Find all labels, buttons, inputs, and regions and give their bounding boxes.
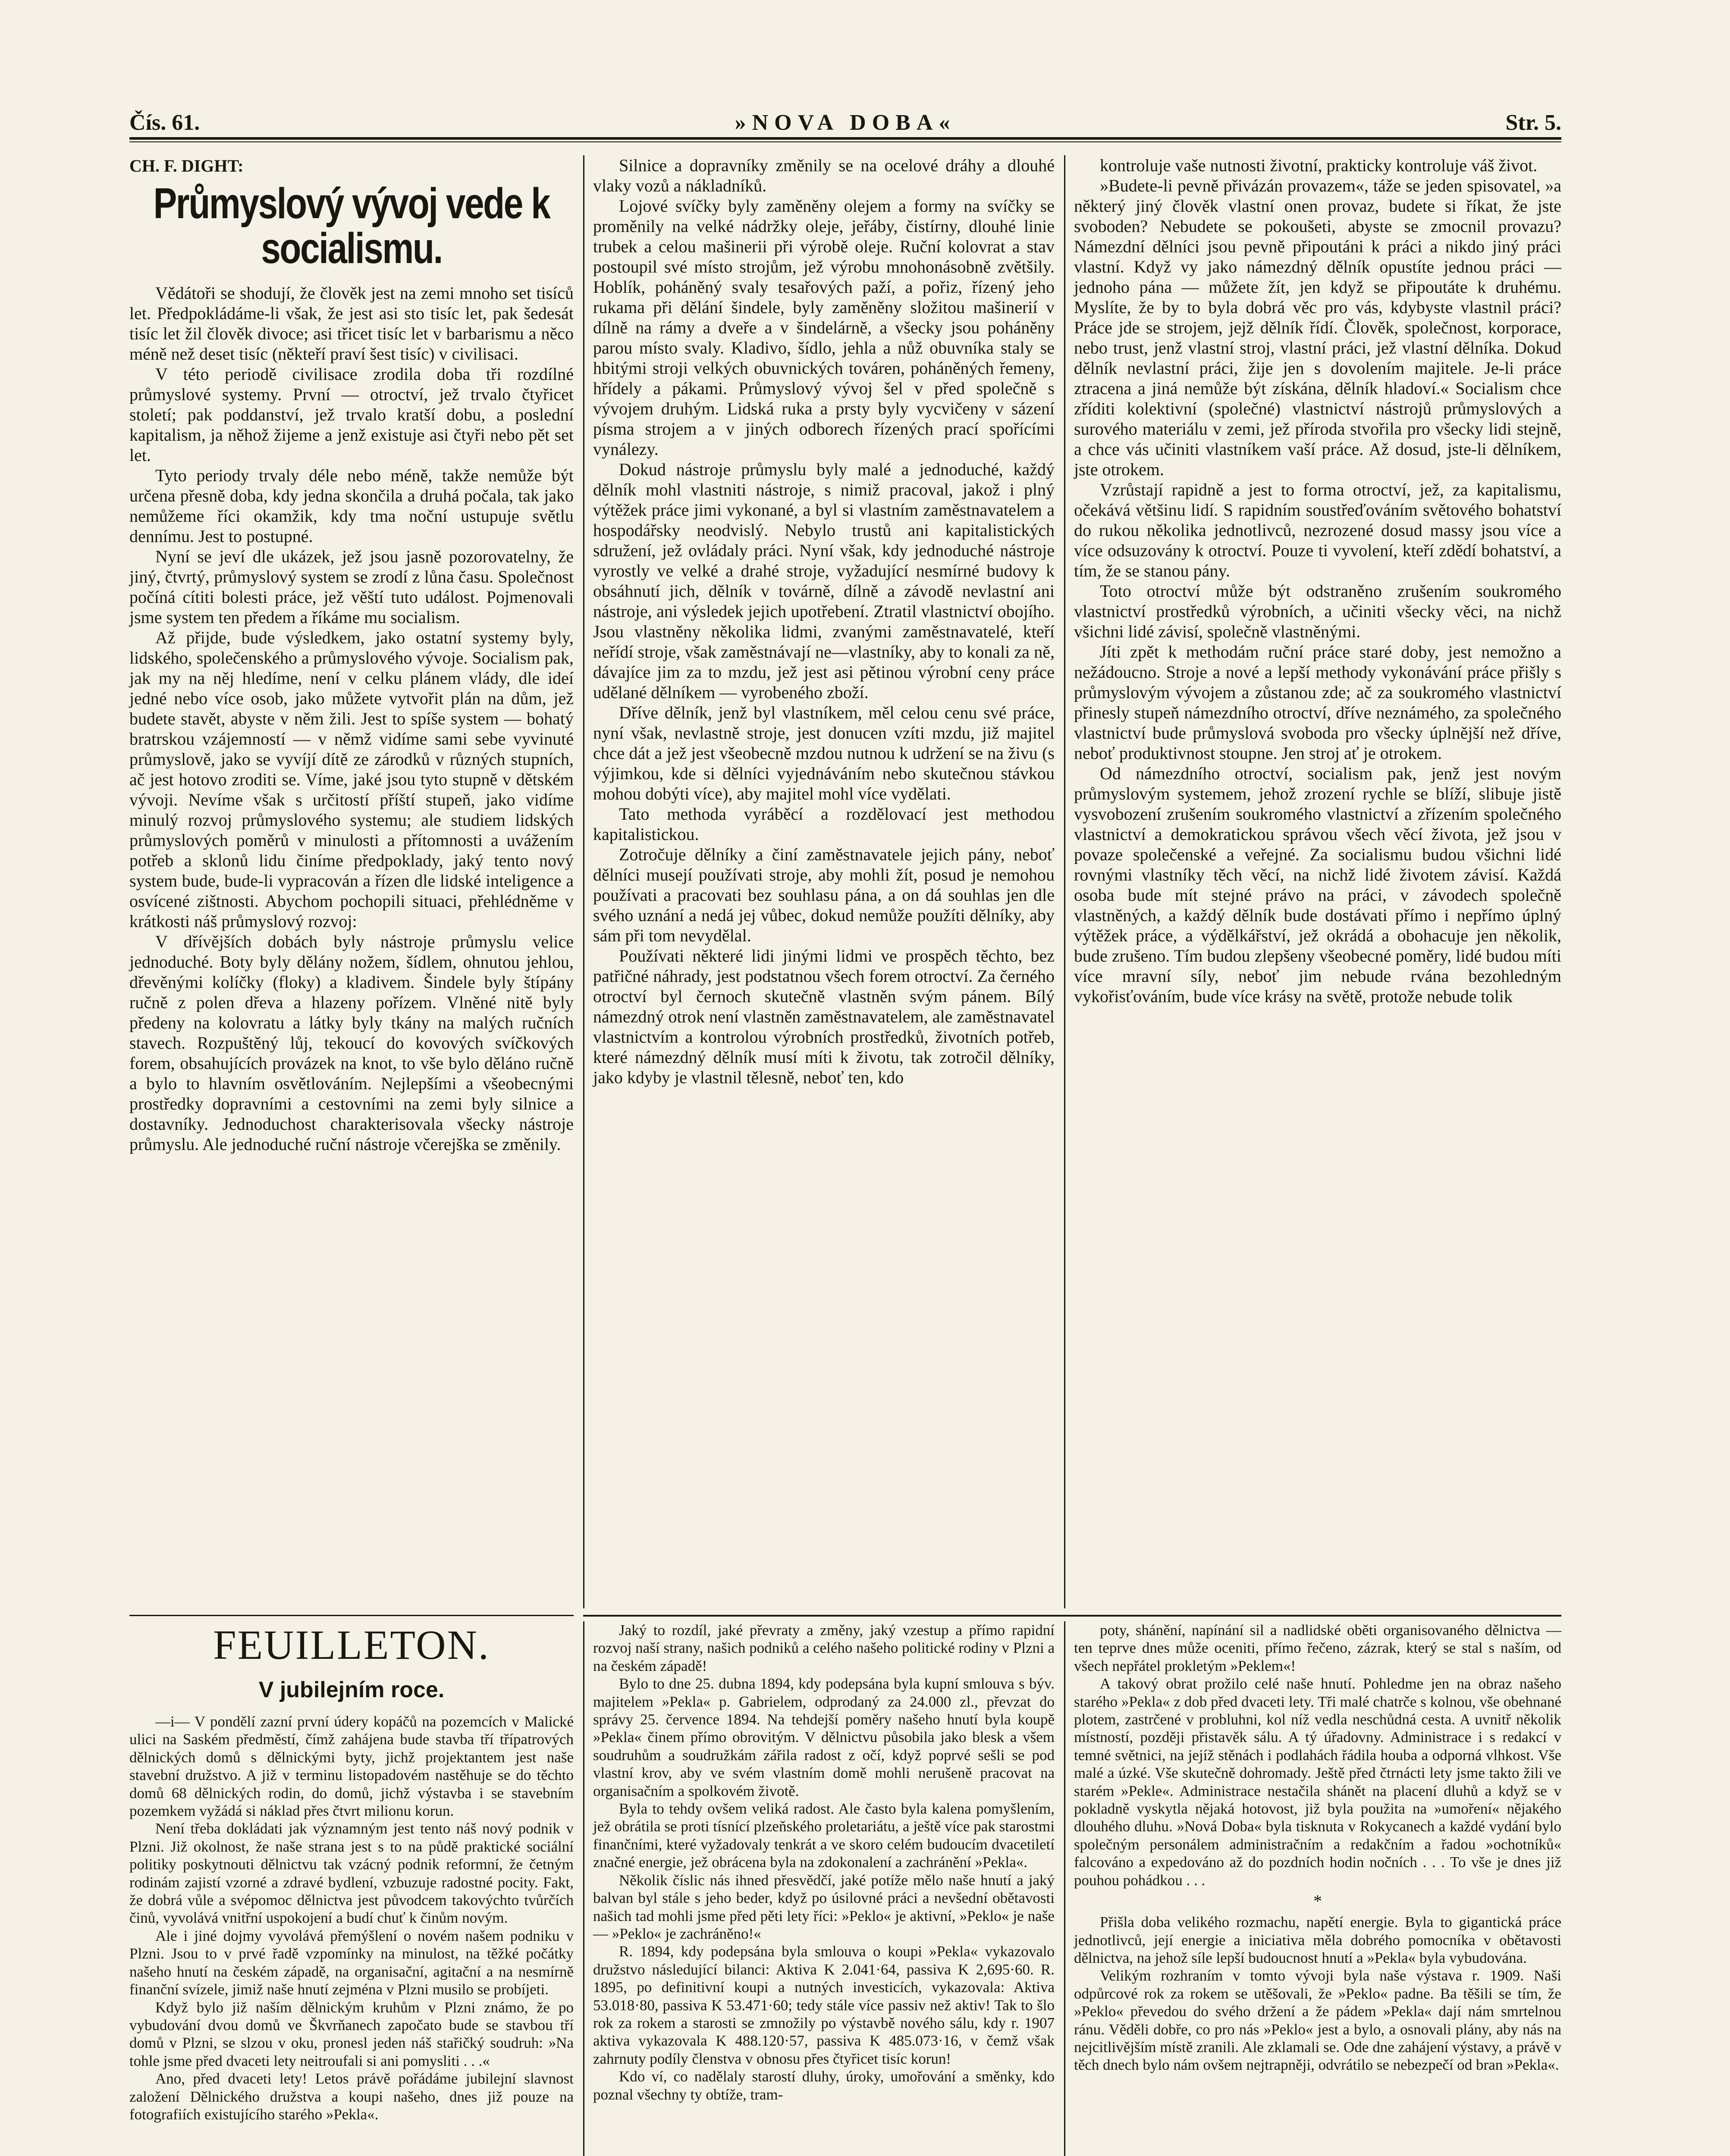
paragraph: V dřívějších dobách byly nástroje průmyslu velice jednoduché. Boty byly dělány nožem, šídlem, ohnutou jehlou, dřevěnými kolíčky (floky) a kladivem. Šindele byly štípány ručně z polen dřeva a hlazeny pořízem. Vlněné nitě byly předeny na kolovratu a látky byly tkány na malých ručních stavech. Rozpuštěný lůj, tekoucí do kovových svíčkových forem, obsahujících provázek na knot, to vše bylo děláno ručně a bylo to hlavním osvětlováním. Nejlepšími a všeobecnými prostředky dopravními a cestovními na zemi byly silnice a dostavníky. Jednoduchost charakterisovala všecky nástroje průmyslu. Ale jednoduché ruční nástroje včerejška se změnily.	[129, 932, 574, 1154]
section-divider	[129, 1615, 574, 1616]
paragraph: Od námezdního otroctví, socialism pak, jenž jest novým průmyslovým systemem, jehož zrození rychle se blíží, slibuje jistě vysvobození zrušením soukromého vlastnictví a zřízením společného vlastnictví a demokratickou správou všech věcí života, jež jsou v povaze společenské a veřejné. Za socialismu budou všichni lidé rovnými vlastníky těch věcí, na nichž lidé životem závisí. Každá osoba bude mít stejné právo na práci, v závodech společně vlastněných, a každý dělník bude dostávati přímo i nepřímo úplný výtěžek práce, a výdělkářství, jež okrádá a obohacuje jen několik, bude zrušeno. Tím budou zlepšeny všeobecné poměry, lidé budou míti více mravní síly, neboť jim nebude rvána bezohledným vykořisťováním, bude více krásy na světě, protože nebude tolik	[1074, 764, 1561, 1006]
paragraph: Až přijde, bude výsledkem, jako ostatní systemy byly, lidského, společenského a průmyslového vývoje. Socialism pak, jak my na něj hledíme, není v celku plánem vlády, dle ideí jedné nebo více osob, jako můžete vytvořit plán na dům, jež budete stavět, abyste v něm žili. Jest to spíše system — bohatý bratrskou vzájemností — v němž vidíme sami sebe vyvinuté průmyslově, jako se vyvíjí dítě ze zárodků v různých stupních, ač jest hotovo zroditi se. Víme, jaké jsou tyto stupně v dětském vývoji. Nevíme však s určitostí příští stupeň, jako vidíme minulý rozvoj průmyslového systemu; ale studiem lidských průmyslových poměrů v minulosti a přítomnosti a uvážením potřeb a sklonů lidu činíme předpoklady, jaký tento nový system bude, bude-li vypracován a řízen dle lidské inteligence a osvícené zištnosti. Abychom pochopili situaci, přehlédněme v krátkosti náš průmyslový rozvoj:	[129, 628, 574, 931]
feuilleton-subtitle: V jubilejním roce.	[258, 1677, 445, 1702]
feuilleton-col3-text-b	[1074, 1913, 1561, 2074]
column-divider	[583, 155, 584, 1608]
article-column-3	[1074, 155, 1561, 1006]
article-col3-text	[1074, 155, 1561, 1006]
paragraph: Tato methoda vyráběcí a rozdělovací jest methodou kapitalistickou.	[593, 804, 1055, 844]
feuilleton-col1-text	[129, 1713, 574, 2123]
paragraph: poty, shánění, napínání sil a nadlidské oběti organisovaného dělnictva — ten teprve dnes může oceniti, přímo řečeno, zázrak, který se stal s naším, od všech nepřátel prokletým »Peklem«!	[1074, 1622, 1561, 1674]
paragraph: »Budete-li pevně přivázán provazem«, táže se jeden spisovatel, »a některý jiný člověk vlastní onen provaz, budete si říkat, že jste svoboden? Nebudete se pokoušeti, abyste se zmocnil provazu? Námezdní dělníci jsou pevně připoutáni k práci a nikdo jiný práci vlastní. Když vy jako námezdný dělník opustíte jednou práci — jednoho pána — můžete žít, jen když se připoutáte k druhému. Myslíte, že by to byla dobrá věc pro vás, kdybyste vlastnil práci? Práce jde se strojem, jejž dělník řídí. Člověk, společnost, korporace, nebo trust, jenž vlastní stroj, vlastní práci, jež vlastní dělníka. Dokud dělník nevlastní práci, žije jen s dovolením majitele. Je-li práce ztracena a jiná nemůže být získána, dělník hladoví.« Socialism chce zříditi kolektivní (společné) vlastnictví nástrojů průmyslových a surového materiálu v zemi, jež příroda stvořila pro všecky lidi stejně, a chce vás učiniti vlastníkem vaší práce. Až dosud, jste-li dělníkem, jste otrokem.	[1074, 176, 1561, 479]
paragraph: A takový obrat prožilo celé naše hnutí. Pohledme jen na obraz našeho starého »Pekla« z dob před dvaceti lety. Tři malé chatrče s kolnou, vše obehnané plotem, zastrčené v probluhni, kol níž vedla neschůdná cesta. A uvnitř několik místností, později přistavěk sálu. A tý úřadovny. Administrace i s redakcí v temné světnici, na jejíž stěnách i podlahách řádila houba a odporná vlhkost. Vše malé a úzké. Vše skutečně dohromady. Ještě před čtrnácti lety jsme takto žili ve starém »Pekle«. Administrace nestačila shánět na placení dluhů a když se v pokladně vyskytla nějaká hotovost, již byla použita na »umoření« nějakého dlouhého dluhu. »Nová Doba« byla tisknuta v Rokycanech a každé vydání bylo společným personálem administračním a redakčním a řadou »ochotníků« falcováno a expedováno až do pozdních hodin nočních . . . To vše je dnes již pouhou pohádkou . . .	[1074, 1675, 1561, 1889]
paragraph: R. 1894, kdy podepsána byla smlouva o koupi »Pekla« vykazovalo družstvo následující bilanci: Aktiva K 2.041·64, passiva K 2,695·60. R. 1895, po definitivní koupi a nutných investicích, vykazovala: Aktiva 53.018·80, passiva K 53.471·60; tedy stále více passiv než aktiv! Tak to šlo rok za rokem a starosti se zmnožily po výstavbě nového sálu, kdy r. 1907 aktiva vykazovala K 488.120·57, passiva K 485.073·16, v čemž však zahrnuty podíly členstva v obnosu přes čtyřicet tisíc korun!	[593, 1943, 1055, 2067]
paragraph: Nyní se jeví dle ukázek, jež jsou jasně pozorovatelny, že jiný, čtvrtý, průmyslový system se zrodí z lůna času. Společnost počíná cítiti bolesti práce, jež věští tuto událost. Pojmenovali jsme system ten předem a říkáme mu socialism.	[129, 547, 574, 627]
paragraph: Přišla doba velikého rozmachu, napětí energie. Byla to gigantická práce jednotlivců, její energie a iniciativa měla dobrého pomocníka v obětavosti dělnictva, na jehož síle lepší budoucnost hnutí a »Pekla« byla vybudována.	[1074, 1914, 1561, 1966]
section-star: *	[1313, 1891, 1322, 1911]
page-number: Str. 5.	[1505, 110, 1561, 135]
column-divider	[1064, 155, 1065, 1608]
section-divider	[583, 1615, 1561, 1617]
paragraph: kontroluje vaše nutnosti životní, prakticky kontroluje váš život.	[1100, 156, 1538, 175]
paragraph: Několik číslic nás ihned přesvědčí, jaké potíže mělo naše hnutí a jaký balvan byl stále s jeho beder, když po úsilovné práci a nevšední obětavosti našich tad mohli jsme před pěti lety říci: »Peklo« je aktivní, »Peklo« je naše — »Peklo« je zachráněno!«	[593, 1871, 1055, 1942]
paragraph: Toto otroctví může být odstraněno zrušením soukromého vlastnictví prostředků výrobních, a učiniti všecky věci, na nichž všichni lidé závisí, společně vlastněnými.	[1074, 581, 1561, 641]
paragraph: Lojové svíčky byly zaměněny olejem a formy na svíčky se proměnily na velké nádržky oleje, jeřáby, čistírny, dlouhé linie trubek a celou mašinerii při výrobě oleje. Ruční kolovrat a stav postoupil své místo strojům, jež výrobu mnohonásobně zvětšily. Hoblík, poháněný svaly tesařových paží, a pořiz, řízený jeho rukama při dělání šindele, byly zaměněny složitou mašinerií v dílně na rámy a dveře a v šindelárně, a všecky jsou poháněny parou místo svaly. Kladivo, šídlo, jehla a nůž obuvníka staly se hbitými stroji velkých obuvnických továren, poháněných řemeny, hřídely a pákami. Průmyslový vývoj šel v před společně s vývojem druhým. Lidská ruka a prsty byly vycvičeny v sázení písma strojem a v jiných odborech řízených prací spořícími vynálezy.	[593, 196, 1055, 459]
paragraph: Silnice a dopravníky změnily se na ocelové dráhy a dlouhé vlaky vozů a nákladníků.	[593, 156, 1055, 195]
paragraph: Tyto periody trvaly déle nebo méně, takže nemůže být určena přesně doba, kdy jedna skončila a druhá počala, tak jako nemůžeme říci okamžik, kdy tma noční ustupuje světlu dennímu. Jest to postupné.	[129, 466, 574, 546]
column-divider	[583, 1621, 584, 2156]
feuilleton-column-2	[593, 1621, 1055, 2103]
paragraph: Používati některé lidi jinými lidmi ve prospěch těchto, bez patřičné náhrady, jest podstatnou všech forem otroctví. Za černého otroctví byl černoch skutečně vlastněn svým pánem. Bílý námezdný otrok není vlastněn zaměstnavatelem, ale zaměstnavatel vlastnictvím a kontrolou výrobních prostředků, životních potřeb, které námezdný dělník musí míti k životu, tak zotročil dělníky, jako kdyby je vlastnil tělesně, neboť ten, kdo	[593, 946, 1055, 1087]
paragraph: Jíti zpět k methodám ruční práce staré doby, jest nemožno a nežádoucno. Stroje a nové a lepší methody vykonávání práce přišly s průmyslovým vývojem a zůstanou zde; ač za soukromého vlastnictví přinesly stupeň námezdního otroctví, dříve neznámého, za společného vlastnictví bude průmyslová svoboda pro všecky úplnější než dříve, neboť produktivnost stoupne. Jen stroj ať je otrokem.	[1074, 642, 1561, 763]
feuilleton-col2-text	[593, 1621, 1055, 2103]
article-byline: CH. F. DIGHT:	[129, 156, 244, 175]
paragraph: Dokud nástroje průmyslu byly malé a jednoduché, každý dělník mohl vlastniti nástroje, s nimiž pracoval, jakož i plný výtěžek práce jimi vykonané, a byl si vlastním zaměstnavatelem a hospodářsky neodvislý. Nebylo trustů ani kapitalistických sdružení, jež ovládaly práci. Nyní však, kdy jednoduché nástroje vyrostly ve velké a drahé stroje, vyžadující nesmírné budovy k obsáhnutí jich, dělník v továrně, dílně a závodě nevlastní ani nástroje, ani výsledek jejich upotřebení. Ztratil vlastnictví obojího. Jsou vlastněny několika lidmi, zvanými zaměstnavatelé, kteří neřídí stroje, však zaměstnávají ne—vlastníky, aby to konali za ně, dávajíce jim za to mzdu, jež jest asi pětinou výrobní ceny práce udělané dělníkem — vyrobeného zboží.	[593, 460, 1055, 702]
paragraph: Bylo to dne 25. dubna 1894, kdy podepsána byla kupní smlouva s býv. majitelem »Pekla« p. Gabrielem, odprodaný za 24.000 zl., převzat do správy 25. července 1894. Na tehdejší poměry našeho hnutí byla koupě »Pekla« činem přímo obrovitým. V dělnictvu působila jako blesk a všem soudruhům a soudružkám zářila radost z očí, když poprvé sešli se pod vlastní krov, aby ve svém vlastním domě mohli nerušeně pracovat na organisačním a spolkovém životě.	[593, 1675, 1055, 1799]
feuilleton-title: FEUILLETON.	[213, 1622, 490, 1668]
paragraph: Zotročuje dělníky a činí zaměstnavatele jejich pány, neboť dělníci musejí používati stroje, aby mohli žít, posud je nemohou používati a pracovati bez souhlasu pána, a on dá souhlas jen dle svého uznání a nedá jej vůbec, dokud nemůže použíti dělníky, aby sám při tom nevydělal.	[593, 845, 1055, 945]
article-column-1	[129, 155, 574, 1154]
paragraph: Dříve dělník, jenž byl vlastníkem, měl celou cenu své práce, nyní však, nevlastně stroje, jest donucen vzíti mzdu, již majitel chce dát a jež jest všeobecně mzdou nutnou k udržení se na živu (s výjimkou, kde si dělníci vyjednáváním nebo skutečnou stávkou mohou dobýti více), aby majitel mohl více vydělati.	[593, 703, 1055, 803]
paragraph: Jaký to rozdíl, jaké převraty a změny, jaký vzestup a přímo rapidní rozvoj naší strany, našich podniků a celého našeho politické rodiny v Plzni a na českém západě!	[593, 1622, 1055, 1674]
feuilleton-column-1	[129, 1621, 574, 2123]
newspaper-title: »NOVA DOBA«	[735, 110, 956, 135]
paragraph: Byla to tehdy ovšem veliká radost. Ale často byla kalena pomyšlením, jež obrátila se proti tísnící plzeňského proletariátu, a ještě více pak starostmi finančními, které vyžadovaly tenkrát a ve skoro celém budoucím dvacetiletí značné energie, jež obrácena byla na zdokonalení a zachránění »Pekla«.	[593, 1800, 1055, 1871]
paragraph: Kdo ví, co nadělaly starostí dluhy, úroky, umořování a směnky, kdo poznal všechny ty obtíže, tram-	[593, 2068, 1055, 2103]
masthead-rule	[129, 137, 1561, 142]
paragraph: Ano, před dvaceti lety! Letos právě pořádáme jubilejní slavnost založení Dělnického družstva a koupi našeho, dnes již pouze na fotografiích existujícího starého »Pekla«.	[129, 2070, 574, 2123]
issue-number: Čís. 61.	[129, 110, 200, 135]
article-col1-text	[129, 283, 574, 1154]
paragraph: V této periodě civilisace zrodila doba tři rozdílné průmyslové systemy. První — otroctví, jež trvalo čtyřicet století; pak poddanství, jež trvalo kratší dobu, a poslední kapitalism, ja něhož žijeme a jenž existuje asi čtyři nebo pět set let.	[129, 364, 574, 465]
paragraph: Když bylo již naším dělnickým kruhům v Plzni známo, že po vybudování dvou domů ve Škvrňanech započato bude se stavbou tří domů v Plzni, se slzou v oku, pronesl jeden náš stařičký soudruh: »Na tohle jsme před dvaceti lety neitroufali si ani pomysliti . . .«	[129, 1999, 574, 2069]
article-col2-text	[593, 155, 1055, 1087]
paragraph: Velikým rozhraním v tomto vývoji byla naše výstava r. 1909. Naši odpůrcové rok za rokem se utěšovali, že »Peklo« padne. Ba těšili se tím, že »Peklo« převedou do svého držení a že pádem »Pekla« dají nám smrtelnou ránu. Věděli dobře, co pro nás »Peklo« jest a bylo, a osnovali plány, aby nás na nejcitlivějším místě zranili. Ale zklamali se. Ode dne zahájení výstavy, a právě v těch dnech bylo nám ovšem nejtrapněji, odvrátilo se nebezpečí od bran »Pekla«.	[1074, 1967, 1561, 2074]
article-column-2	[593, 155, 1055, 1087]
paragraph: —i— V pondělí zazní první údery kopáčů na pozemcích v Malické ulici na Saském předměstí, čímž zahájena bude stavba tří třípatrových dělnických domů s dělnickými byty, jichž projektantem jest naše stavební družstvo. A již v terminu listopadovém nastěhuje se do těchto domů 68 dělnických rodin, do domů, jichž výstavba i se stavebním pozemkem vyžádá si náklad přes čtvrt milionu korun.	[129, 1713, 574, 1820]
paragraph: Vědátoři se shodují, že člověk jest na zemi mnoho set tisíců let. Předpokládáme-li však, že jest asi sto tisíc let, pak šedesát tisíc let žil člověk divoce; asi třicet tisíc let v barbarismu a něco méně než deset tisíc (někteří praví šest tisíc) v civilisaci.	[129, 283, 574, 364]
article-headline: Průmyslový vývoj vede k socialismu.	[153, 179, 550, 273]
paragraph: Není třeba dokládati jak významným jest tento náš nový podnik v Plzni. Již okolnost, že naše strana jest s to na půdě praktické sociální politiky poskytnouti dělnictvu tak vzácný podnik reformní, že četným rodinám zajistí vzorné a zdravé bydlení, vzbuzuje radostné pocity. Fakt, že dobrá vůle a svépomoc dělnictva jest původcem takovýchto tvůrčích činů, vyvolává vnitřní uspokojení a budí chuť k činům novým.	[129, 1820, 574, 1927]
column-divider	[1064, 1621, 1065, 2156]
paragraph: Vzrůstají rapidně a jest to forma otroctví, jež, za kapitalismu, očekává většinu lidí. S rapidním soustřeďováním světového bohatství do rukou několika jednotlivců, nezrozené dosud massy jsou více a více odsuzovány k otroctví. Pouze ti vyvolení, kteří zdědí bohatství, a tím, že se stanou pány.	[1074, 480, 1561, 580]
feuilleton-column-3	[1074, 1621, 1561, 2074]
paragraph: Ale i jiné dojmy vyvolává přemýšlení o novém našem podniku v Plzni. Jsou to v prvé řadě vzpomínky na minulost, na těžké počátky našeho hnutí na českém západě, na organisační, agitační a na nesmírně finanční svízele, jimiž naše hnutí zejména v Plzni musilo se probíjeti.	[129, 1927, 574, 1998]
feuilleton-col3-text-a	[1074, 1621, 1561, 1889]
